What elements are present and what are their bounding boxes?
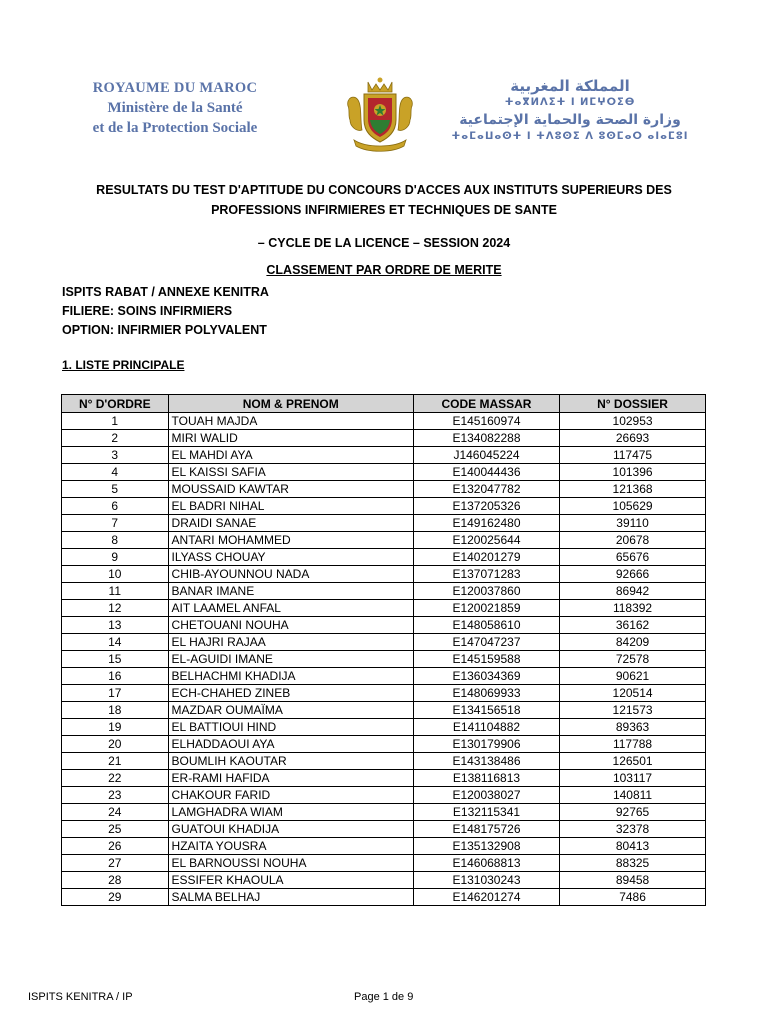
cell-code-massar: J146045224: [413, 447, 559, 464]
cell-dossier: 105629: [560, 498, 706, 515]
cell-dossier: 103117: [560, 770, 706, 787]
cell-nom-prenom: ANTARI MOHAMMED: [168, 532, 413, 549]
kingdom-name: ROYAUME DU MAROC: [92, 80, 258, 96]
table-row: [62, 498, 706, 515]
cell-nom-prenom: LAMGHADRA WIAM: [168, 804, 413, 821]
cell-code-massar: E120025644: [413, 532, 559, 549]
table-row: [62, 566, 706, 583]
header-ordre: N° D'ORDRE: [62, 395, 169, 413]
cell-code-massar: E140044436: [413, 464, 559, 481]
cell-code-massar: E148058610: [413, 617, 559, 634]
cell-dossier: 121368: [560, 481, 706, 498]
cell-code-massar: E120021859: [413, 600, 559, 617]
cell-code-massar: E143138486: [413, 753, 559, 770]
cell-dossier: 36162: [560, 617, 706, 634]
cell-dossier: 117475: [560, 447, 706, 464]
results-table: [61, 394, 706, 906]
cell-nom-prenom: CHETOUANI NOUHA: [168, 617, 413, 634]
cell-dossier: 90621: [560, 668, 706, 685]
cell-code-massar: E146201274: [413, 889, 559, 906]
cell-nom-prenom: MAZDAR OUMAÏMA: [168, 702, 413, 719]
cell-code-massar: E134156518: [413, 702, 559, 719]
table-row: [62, 685, 706, 702]
cycle-session: – CYCLE DE LA LICENCE – SESSION 2024: [257, 236, 511, 250]
cell-nom-prenom: AIT LAAMEL ANFAL: [168, 600, 413, 617]
cell-dossier: 126501: [560, 753, 706, 770]
cell-nom-prenom: EL MAHDI AYA: [168, 447, 413, 464]
cell-nom-prenom: EL BATTIOUI HIND: [168, 719, 413, 736]
cell-nom-prenom: EL-AGUIDI IMANE: [168, 651, 413, 668]
cell-ordre: 21: [62, 753, 169, 770]
table-row: [62, 821, 706, 838]
cell-dossier: 89458: [560, 872, 706, 889]
cell-nom-prenom: ELHADDAOUI AYA: [168, 736, 413, 753]
institut-label: ISPITS RABAT / ANNEXE KENITRA: [62, 285, 269, 299]
cell-dossier: 80413: [560, 838, 706, 855]
cell-nom-prenom: MIRI WALID: [168, 430, 413, 447]
table-row: [62, 702, 706, 719]
cell-dossier: 32378: [560, 821, 706, 838]
footer-institute: ISPITS KENITRA / IP: [28, 991, 133, 1003]
table-row: [62, 838, 706, 855]
cell-nom-prenom: ER-RAMI HAFIDA: [168, 770, 413, 787]
cell-ordre: 27: [62, 855, 169, 872]
classement-heading: CLASSEMENT PAR ORDRE DE MERITE: [266, 263, 502, 277]
cell-code-massar: E130179906: [413, 736, 559, 753]
page-number: Page 1 de 9: [354, 991, 414, 1003]
table-header-row: [62, 395, 706, 413]
cell-nom-prenom: SALMA BELHAJ: [168, 889, 413, 906]
cell-dossier: 102953: [560, 413, 706, 430]
table-row: [62, 447, 706, 464]
cell-code-massar: E132047782: [413, 481, 559, 498]
cell-dossier: 121573: [560, 702, 706, 719]
cell-dossier: 92666: [560, 566, 706, 583]
cell-code-massar: E135132908: [413, 838, 559, 855]
cell-nom-prenom: MOUSSAID KAWTAR: [168, 481, 413, 498]
cell-ordre: 25: [62, 821, 169, 838]
cell-ordre: 12: [62, 600, 169, 617]
cell-nom-prenom: TOUAH MAJDA: [168, 413, 413, 430]
cell-code-massar: E134082288: [413, 430, 559, 447]
cell-code-massar: E148175726: [413, 821, 559, 838]
table-row: [62, 668, 706, 685]
ministry-name-line1: Ministère de la Santé: [107, 100, 243, 116]
cell-nom-prenom: ECH-CHAHED ZINEB: [168, 685, 413, 702]
cell-code-massar: E138116813: [413, 770, 559, 787]
cell-dossier: 39110: [560, 515, 706, 532]
option-label: OPTION: INFIRMIER POLYVALENT: [62, 323, 267, 337]
results-table-body: [62, 413, 706, 906]
cell-nom-prenom: BANAR IMANE: [168, 583, 413, 600]
cell-ordre: 3: [62, 447, 169, 464]
cell-code-massar: E145159588: [413, 651, 559, 668]
cell-nom-prenom: DRAIDI SANAE: [168, 515, 413, 532]
filiere-label: FILIERE: SOINS INFIRMIERS: [62, 304, 233, 318]
cell-code-massar: E148069933: [413, 685, 559, 702]
cell-code-massar: E137205326: [413, 498, 559, 515]
cell-nom-prenom: EL KAISSI SAFIA: [168, 464, 413, 481]
cell-ordre: 23: [62, 787, 169, 804]
cell-dossier: 7486: [560, 889, 706, 906]
cell-nom-prenom: EL HAJRI RAJAA: [168, 634, 413, 651]
cell-ordre: 5: [62, 481, 169, 498]
cell-ordre: 18: [62, 702, 169, 719]
table-row: [62, 770, 706, 787]
cell-code-massar: E140201279: [413, 549, 559, 566]
royal-coat-of-arms-icon: [342, 76, 418, 154]
ministry-header-arabic: [450, 76, 690, 144]
document-title-line1: RESULTATS DU TEST D'APTITUDE DU CONCOURS D'ACCES AUX INSTITUTS SUPERIEURS DES: [96, 183, 672, 197]
kingdom-name-arabic: المملكة المغربية: [510, 77, 630, 95]
cell-dossier: 20678: [560, 532, 706, 549]
cell-dossier: 101396: [560, 464, 706, 481]
table-row: [62, 413, 706, 430]
table-row: [62, 515, 706, 532]
cell-dossier: 72578: [560, 651, 706, 668]
header-dossier: N° DOSSIER: [560, 395, 706, 413]
cell-ordre: 19: [62, 719, 169, 736]
program-info: [62, 283, 269, 340]
cell-ordre: 24: [62, 804, 169, 821]
table-row: [62, 872, 706, 889]
cell-ordre: 6: [62, 498, 169, 515]
cell-dossier: 65676: [560, 549, 706, 566]
cell-code-massar: E141104882: [413, 719, 559, 736]
header-nom-prenom: NOM & PRENOM: [168, 395, 413, 413]
cell-dossier: 92765: [560, 804, 706, 821]
cell-dossier: 26693: [560, 430, 706, 447]
liste-principale-heading: 1. LISTE PRINCIPALE: [62, 358, 185, 372]
cell-ordre: 1: [62, 413, 169, 430]
cell-ordre: 16: [62, 668, 169, 685]
cell-code-massar: E149162480: [413, 515, 559, 532]
document-title-line2: PROFESSIONS INFIRMIERES ET TECHNIQUES DE SANTE: [211, 203, 557, 217]
table-row: [62, 481, 706, 498]
ministry-name-tifinagh: ⵜⴰⵎⴰⵡⴰⵙⵜ ⵏ ⵜⴷⵓⵙⵉ ⴷ ⵓⵙⵎⴰⵔ ⴰⵏⴰⵎⵓⵏ: [451, 131, 689, 142]
cell-dossier: 140811: [560, 787, 706, 804]
cell-ordre: 17: [62, 685, 169, 702]
cell-dossier: 120514: [560, 685, 706, 702]
table-row: [62, 736, 706, 753]
ministry-header-french: [60, 78, 290, 138]
table-row: [62, 651, 706, 668]
cell-nom-prenom: ESSIFER KHAOULA: [168, 872, 413, 889]
table-row: [62, 464, 706, 481]
document-title: [60, 180, 708, 220]
cell-ordre: 10: [62, 566, 169, 583]
cell-nom-prenom: CHIB-AYOUNNOU NADA: [168, 566, 413, 583]
cell-ordre: 28: [62, 872, 169, 889]
cell-code-massar: E137071283: [413, 566, 559, 583]
cell-dossier: 118392: [560, 600, 706, 617]
cell-dossier: 88325: [560, 855, 706, 872]
cell-dossier: 117788: [560, 736, 706, 753]
cell-code-massar: E120038027: [413, 787, 559, 804]
cell-nom-prenom: GUATOUI KHADIJA: [168, 821, 413, 838]
cell-nom-prenom: ILYASS CHOUAY: [168, 549, 413, 566]
cell-nom-prenom: BELHACHMI KHADIJA: [168, 668, 413, 685]
cell-nom-prenom: CHAKOUR FARID: [168, 787, 413, 804]
ministry-name-arabic: وزارة الصحة والحماية الإجتماعية: [459, 112, 681, 128]
table-row: [62, 600, 706, 617]
cell-ordre: 9: [62, 549, 169, 566]
table-row: [62, 634, 706, 651]
cell-ordre: 8: [62, 532, 169, 549]
cell-dossier: 84209: [560, 634, 706, 651]
table-row: [62, 430, 706, 447]
cell-ordre: 11: [62, 583, 169, 600]
cell-code-massar: E147047237: [413, 634, 559, 651]
cell-nom-prenom: EL BADRI NIHAL: [168, 498, 413, 515]
table-row: [62, 549, 706, 566]
table-row: [62, 532, 706, 549]
table-row: [62, 583, 706, 600]
cell-ordre: 7: [62, 515, 169, 532]
cell-dossier: 86942: [560, 583, 706, 600]
cell-ordre: 2: [62, 430, 169, 447]
cell-code-massar: E120037860: [413, 583, 559, 600]
cell-ordre: 29: [62, 889, 169, 906]
table-row: [62, 889, 706, 906]
cell-code-massar: E146068813: [413, 855, 559, 872]
cell-code-massar: E131030243: [413, 872, 559, 889]
cell-nom-prenom: HZAITA YOUSRA: [168, 838, 413, 855]
cell-code-massar: E145160974: [413, 413, 559, 430]
cell-ordre: 4: [62, 464, 169, 481]
kingdom-name-tifinagh: ⵜⴰⴳⵍⴷⵉⵜ ⵏ ⵍⵎⵖⵔⵉⴱ: [504, 97, 636, 108]
table-row: [62, 753, 706, 770]
cell-ordre: 26: [62, 838, 169, 855]
header-code-massar: CODE MASSAR: [413, 395, 559, 413]
cell-ordre: 14: [62, 634, 169, 651]
table-row: [62, 617, 706, 634]
table-row: [62, 804, 706, 821]
table-row: [62, 719, 706, 736]
table-row: [62, 787, 706, 804]
cell-ordre: 15: [62, 651, 169, 668]
cell-code-massar: E132115341: [413, 804, 559, 821]
cell-nom-prenom: BOUMLIH KAOUTAR: [168, 753, 413, 770]
ministry-name-line2: et de la Protection Sociale: [92, 120, 258, 136]
cell-nom-prenom: EL BARNOUSSI NOUHA: [168, 855, 413, 872]
cell-code-massar: E136034369: [413, 668, 559, 685]
cell-ordre: 13: [62, 617, 169, 634]
cell-ordre: 20: [62, 736, 169, 753]
cell-ordre: 22: [62, 770, 169, 787]
cell-dossier: 89363: [560, 719, 706, 736]
table-row: [62, 855, 706, 872]
